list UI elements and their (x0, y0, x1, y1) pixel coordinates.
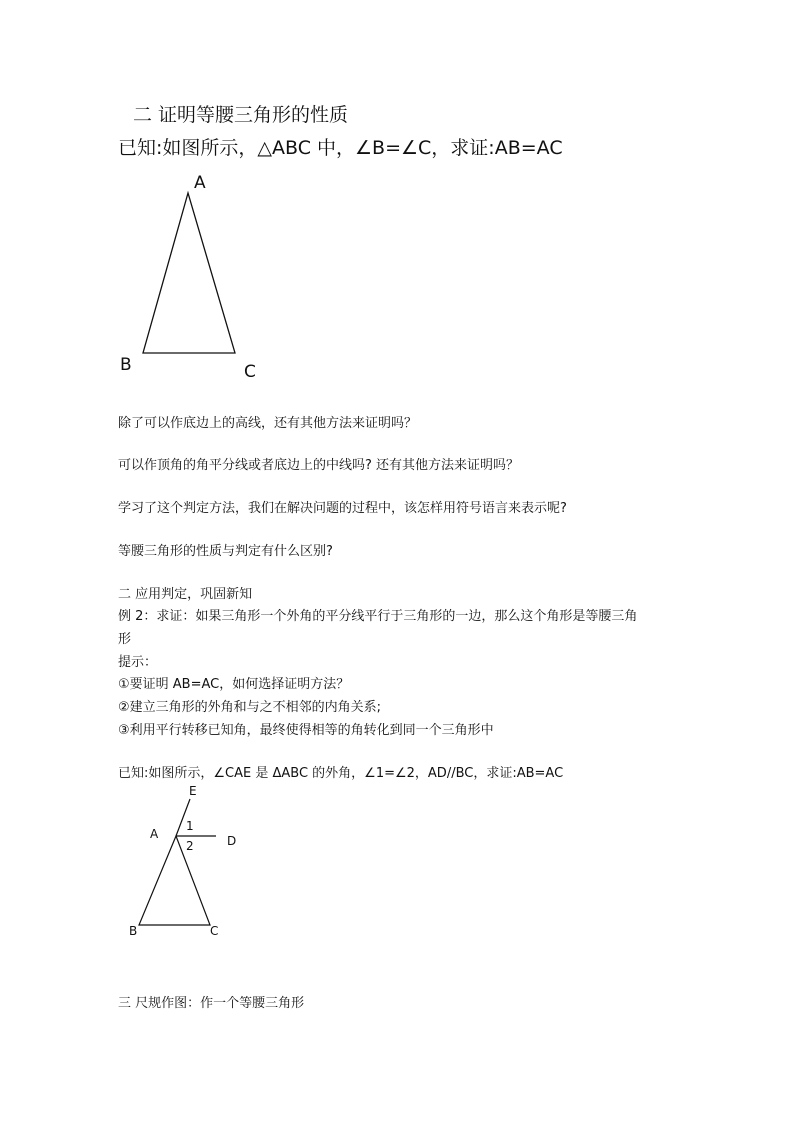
vertex-label-c: C (244, 362, 256, 382)
point-label-a: A (150, 827, 159, 841)
point-label-e: E (189, 784, 197, 798)
given-statement-2: 已知:如图所示，∠CAE 是 ΔABC 的外角，∠1=∠2，AD//BC，求证:AB=AC (118, 766, 564, 781)
hint-1: ①要证明 AB=AC，如何选择证明方法？ (118, 677, 350, 692)
angle-label-1: 1 (186, 819, 194, 833)
hint-3: ③利用平行转移已知角，最终使得相等的角转化到同一个三角形中 (118, 723, 494, 738)
point-label-c: C (210, 924, 219, 938)
question-4: 等腰三角形的性质与判定有什么区别? (118, 544, 333, 559)
hint-2: ②建立三角形的外角和与之不相邻的内角关系; (118, 700, 382, 715)
question-3: 学习了这个判定方法，我们在解决问题的过程中，该怎样用符号语言来表示呢? (118, 501, 567, 516)
point-label-b: B (129, 924, 138, 938)
hint-label: 提示： (118, 655, 158, 670)
triangle-figure-1 (110, 165, 280, 385)
vertex-label-b: B (120, 355, 132, 375)
example-2-line-1: 例 2：求证：如果三角形一个外角的平分线平行于三角形的一边，那么这个角形是等腰三角 (118, 609, 638, 624)
triangle-abc (143, 193, 235, 353)
triangle-figure-2 (120, 778, 260, 946)
given-statement-1: 已知:如图所示，△ABC 中，∠B=∠C，求证:AB=AC (118, 137, 563, 159)
section-title-construction: 三 尺规作图：作一个等腰三角形 (118, 996, 305, 1011)
question-2: 可以作顶角的角平分线或者底边上的中线吗? 还有其他方法来证明吗？ (118, 458, 520, 473)
vertex-label-a: A (194, 173, 206, 193)
section-title-apply: 二 应用判定，巩固新知 (118, 587, 253, 602)
section-title-properties: 二 证明等腰三角形的性质 (133, 104, 349, 126)
question-1: 除了可以作底边上的高线，还有其他方法来证明吗？ (118, 416, 418, 431)
example-2-line-2: 形 (118, 632, 132, 647)
triangle-abc-2 (139, 836, 210, 925)
point-label-d: D (227, 834, 237, 848)
angle-label-2: 2 (186, 839, 194, 853)
